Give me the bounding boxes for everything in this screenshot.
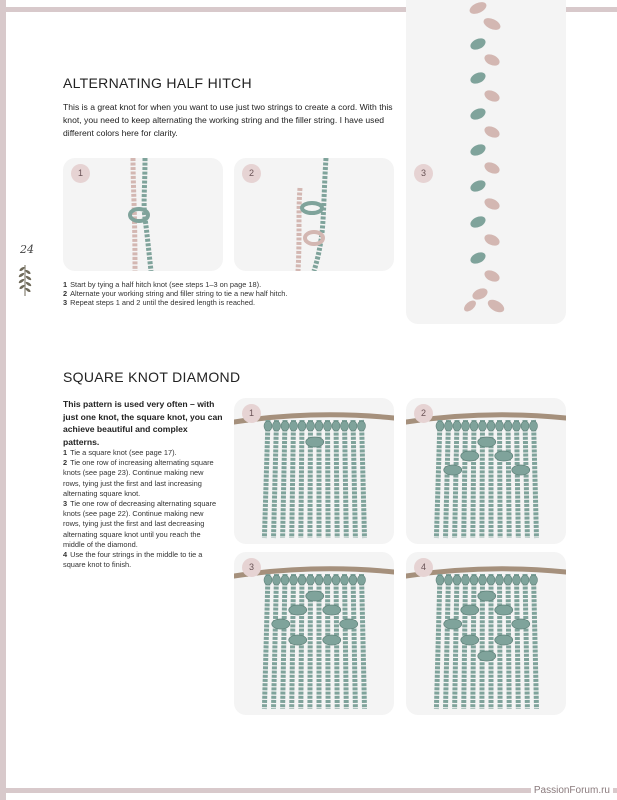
- step-badge-3: 3: [414, 164, 433, 183]
- photo-diamond-step-1: [234, 398, 394, 544]
- photo-diamond-step-4: [406, 552, 566, 715]
- section2-intro: This pattern is used very often – with just one knot, the square knot, you can achieve beautiful and complex patterns.: [63, 399, 223, 447]
- step-badge-2: 2: [242, 164, 261, 183]
- list-item: 2 Alternate your working string and filler string to tie a new half hitch.: [63, 289, 288, 298]
- watermark: PassionForum.ru: [531, 785, 613, 796]
- photo-diamond-step-2: [406, 398, 566, 544]
- page-number: 24: [20, 243, 34, 256]
- top-accent-bar-right: [566, 7, 617, 12]
- photo-step-1: [63, 158, 223, 271]
- list-item: 3 Tie one row of decreasing alternating square knots (see page 22). Continue making new rows, tying just the first and last decreasing alternating square knot until you reach the middle of the diamond.: [63, 499, 217, 549]
- top-accent-bar: [0, 7, 406, 12]
- step-badge-1: 1: [242, 404, 261, 423]
- photo-step-2: [234, 158, 394, 271]
- list-item: 2 Tie one row of increasing alternating square knots (see page 23). Continue making new rows, tying just the first and last increasing alternating square knot.: [63, 458, 214, 498]
- alternating-half-hitch-cord-illustration: [406, 0, 566, 324]
- step-badge-3: 3: [242, 558, 261, 577]
- macrame-step4-illustration: [406, 552, 566, 715]
- step-badge-1: 1: [71, 164, 90, 183]
- step-badge-2: 2: [414, 404, 433, 423]
- macrame-step3-illustration: [234, 552, 394, 715]
- section-title-alternating-half-hitch: ALTERNATING HALF HITCH: [63, 75, 252, 91]
- list-item: 3 Repeat steps 1 and 2 until the desired length is reached.: [63, 298, 256, 307]
- section2-steps: [63, 448, 223, 570]
- bottom-accent-bar: [0, 788, 617, 793]
- list-item: 1 Tie a square knot (see page 17).: [63, 448, 177, 457]
- section-title-square-knot-diamond: SQUARE KNOT DIAMOND: [63, 369, 241, 385]
- left-accent-bar: [0, 0, 6, 800]
- step-badge-4: 4: [414, 558, 433, 577]
- section1-intro: This is a great knot for when you want to use just two strings to create a cord. With this knot, you need to keep alternating the working string and the filler string. I have used different colors here for clarity.: [63, 102, 393, 138]
- list-item: 1 Start by tying a half hitch knot (see steps 1–3 on page 18).: [63, 280, 262, 289]
- photo-diamond-step-3: [234, 552, 394, 715]
- photo-step-3: [406, 0, 566, 324]
- leaf-icon: [16, 263, 34, 297]
- section1-steps: [63, 280, 403, 307]
- list-item: 4 Use the four strings in the middle to tie a square knot to finish.: [63, 550, 203, 570]
